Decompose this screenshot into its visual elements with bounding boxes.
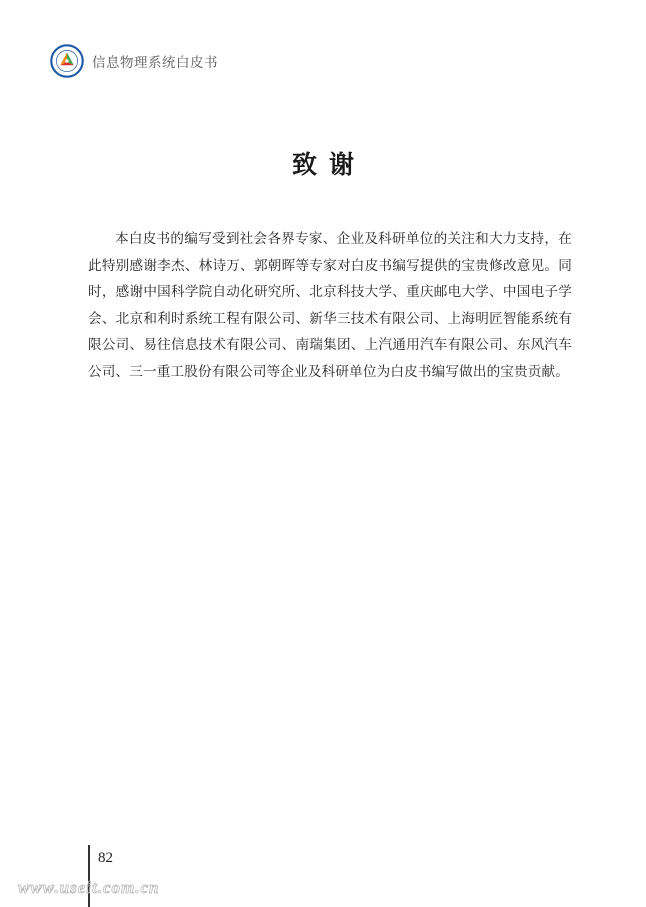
header-title: 信息物理系统白皮书 xyxy=(92,55,218,71)
running-header xyxy=(50,44,218,78)
page-title: 致谢 xyxy=(291,150,366,179)
page-number: 82 xyxy=(98,850,113,866)
alliance-logo-icon xyxy=(50,44,84,78)
watermark: www.useit.com.cn xyxy=(18,878,160,897)
acknowledgement-paragraph: 本白皮书的编写受到社会各界专家、企业及科研单位的关注和大力支持，在此特别感谢李杰、林诗万、郭朝晖等专家对白皮书编写提供的宝贵修改意见。同时，感谢中国科学院自动化研究所、北京科技大学、重庆邮电大学、中国电子学会、北京和利时系统工程有限公司、新华三技术有限公司、上海明匠智能系统有限公司、易往信息技术有限公司、南瑞集团、上汽通用汽车有限公司、东风汽车公司、三一重工股份有限公司等企业及科研单位为白皮书编写做出的宝贵贡献。 xyxy=(88,231,572,380)
